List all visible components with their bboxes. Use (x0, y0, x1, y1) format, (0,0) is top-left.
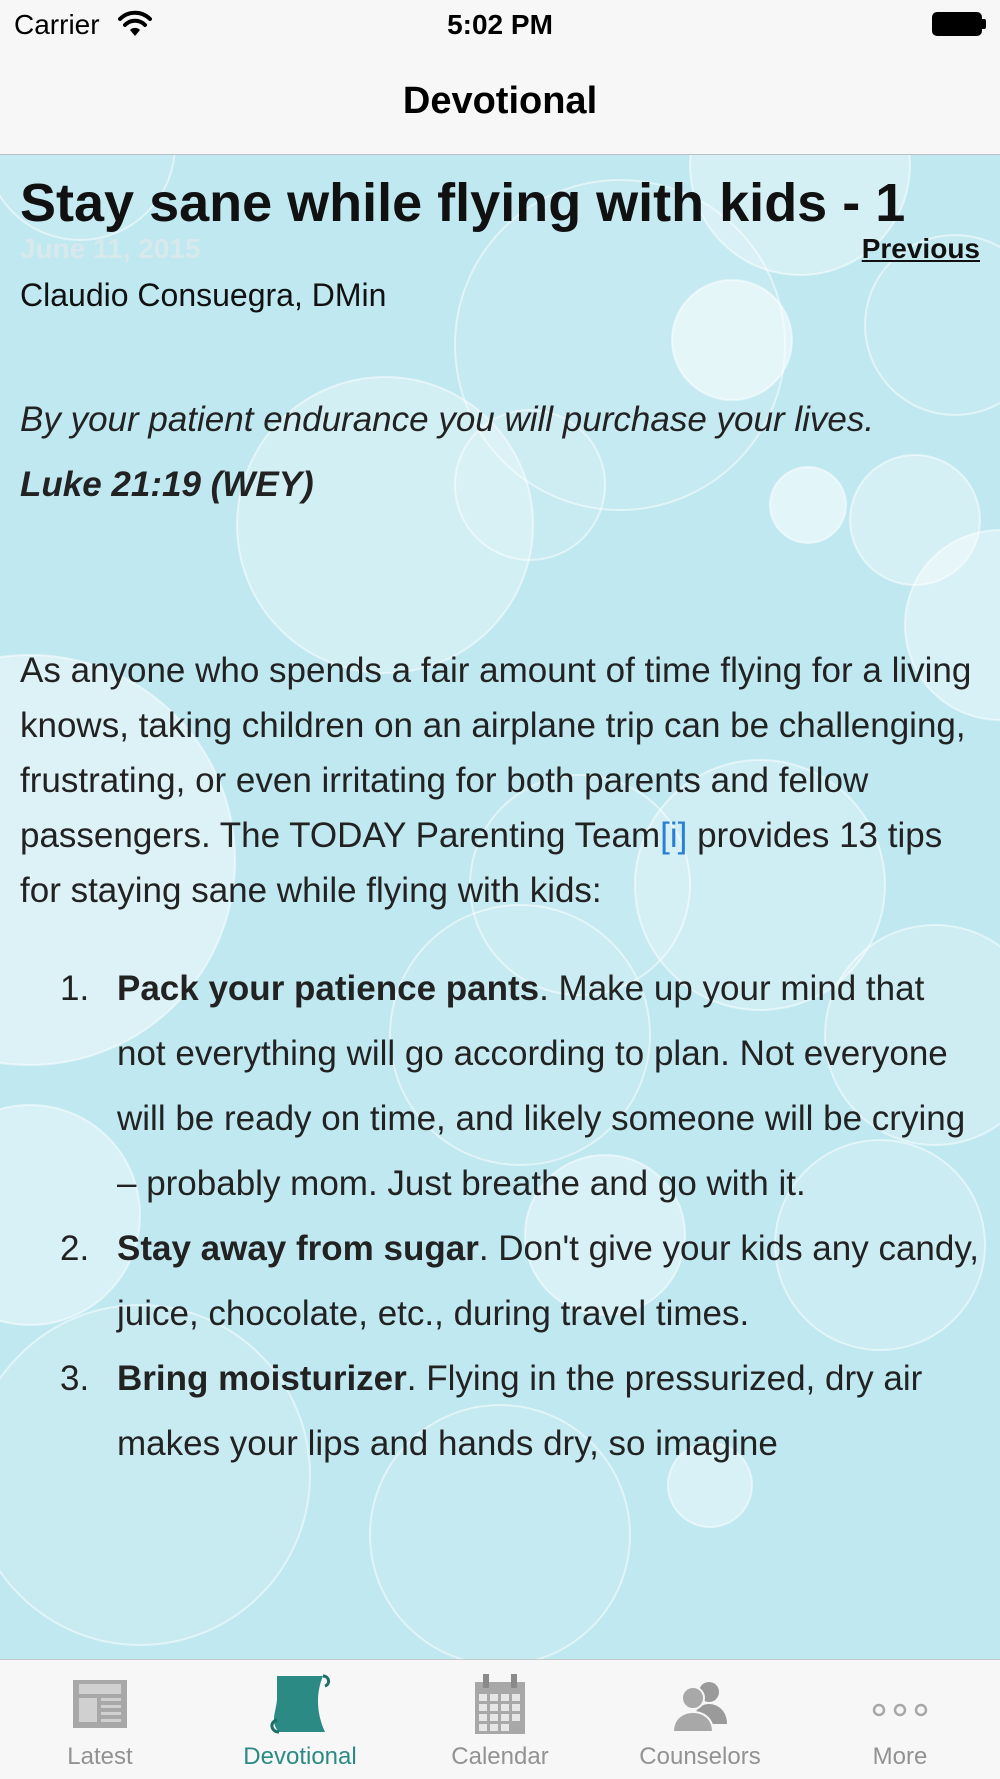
tab-latest[interactable] (0, 1660, 200, 1779)
meta-row (20, 233, 980, 273)
tab-bar (0, 1659, 1000, 1779)
intro-paragraph (20, 643, 985, 918)
tab-counselors[interactable] (600, 1660, 800, 1779)
list-item-text: . Flying in the pressurized, dry air makes your lips and hands dry, so imagine (117, 1359, 923, 1463)
list-item-heading: Pack your patience pants (117, 969, 540, 1008)
more-dots-icon (865, 1670, 935, 1740)
calendar-icon (465, 1670, 535, 1740)
verse-reference: Luke 21:19 (WEY) (20, 465, 314, 504)
list-item (20, 1216, 982, 1346)
tab-label: Calendar (451, 1743, 549, 1770)
clock: 5:02 PM (447, 9, 553, 40)
intro-text: As anyone who spends a fair amount of time flying for a living knows, taking children on an airplane trip can be challenging, frustrating, or even irritating for both parents and fellow passengers. The TODAY Parenting Team (20, 651, 972, 855)
tab-calendar[interactable] (400, 1660, 600, 1779)
previous-link[interactable]: Previous (861, 233, 980, 264)
list-item-text: . Don't give your kids any candy, juice, chocolate, etc., during travel times. (117, 1229, 979, 1333)
tab-label: More (872, 1743, 928, 1770)
tips-list (20, 956, 980, 1476)
list-item (20, 956, 982, 1216)
battery-icon (932, 12, 986, 36)
list-item-heading: Stay away from sugar (117, 1229, 479, 1268)
status-bar (0, 0, 1000, 50)
carrier-label: Carrier (14, 9, 100, 40)
devotional-content[interactable] (0, 155, 1000, 1659)
people-icon (665, 1670, 735, 1740)
list-item-heading: Bring moisturizer (117, 1359, 407, 1398)
tab-label: Counselors (639, 1743, 761, 1770)
tab-label: Latest (67, 1743, 133, 1770)
article-date: June 11, 2015 (20, 233, 201, 264)
navigation-bar (0, 50, 1000, 155)
newspaper-icon (65, 1670, 135, 1740)
list-item-text: . Make up your mind that not everything will go according to plan. Not everyone will be ready on time, and likely someone will be crying – probably mom. Just breathe and go with it. (117, 969, 966, 1203)
list-item-number: 2. (60, 1229, 90, 1268)
list-item (20, 1346, 982, 1476)
footnote-link[interactable]: [i] (660, 816, 688, 855)
tab-label: Devotional (243, 1743, 357, 1770)
intro-text-continued: provides 13 tips for staying sane while flying with kids: (20, 816, 943, 910)
list-item-number: 3. (60, 1359, 90, 1398)
article (20, 155, 980, 1476)
article-title: Stay sane while flying with kids - 1 (20, 173, 906, 233)
tab-devotional[interactable] (200, 1660, 400, 1779)
scripture-verse (20, 387, 960, 517)
scroll-icon (265, 1670, 335, 1740)
verse-text: By your patient endurance you will purchase your lives. (20, 400, 875, 439)
tab-more[interactable] (800, 1660, 1000, 1779)
nav-title: Devotional (402, 80, 598, 122)
article-author: Claudio Consuegra, DMin (20, 277, 387, 313)
list-item-number: 1. (60, 969, 90, 1008)
